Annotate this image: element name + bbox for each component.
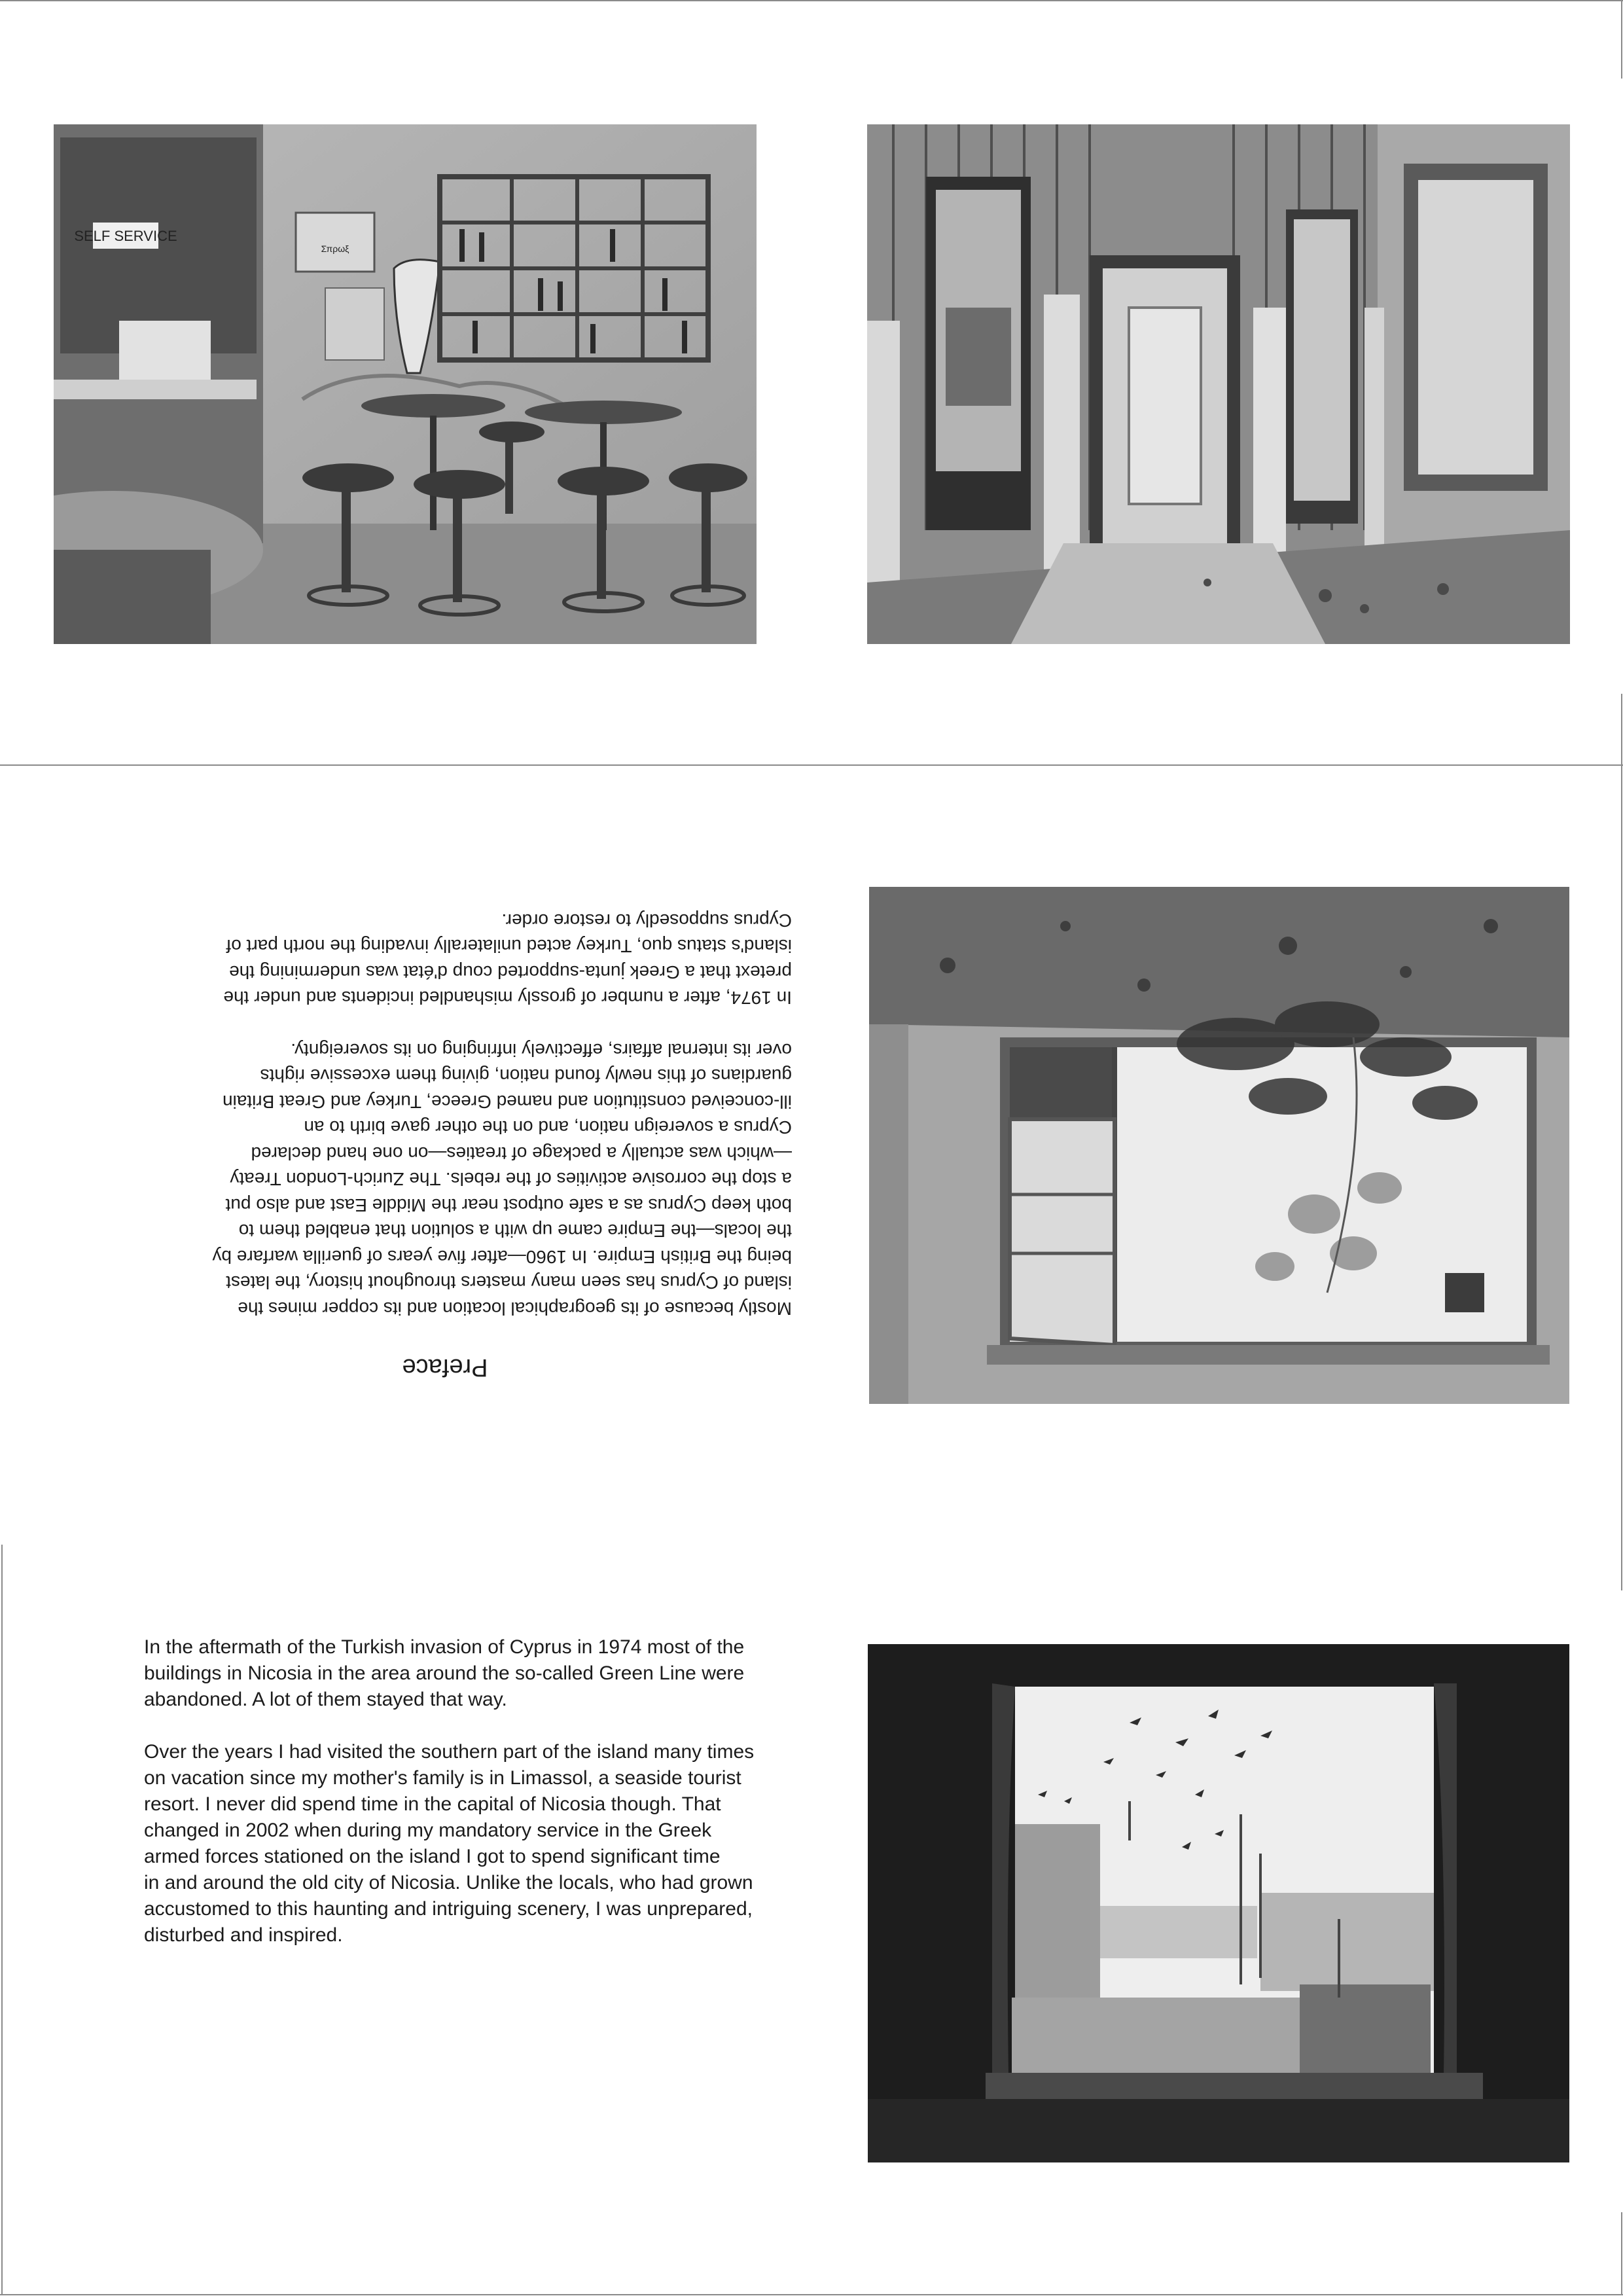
photo-abandoned-cafe	[54, 124, 757, 644]
poster-text: Σπρωξ	[321, 243, 349, 254]
right-edge-mark-top	[1621, 0, 1622, 79]
photo-window-birds	[868, 1644, 1569, 2162]
photo-ruined-doorways	[867, 124, 1570, 644]
preface-paragraph-2: In 1974, after a number of grossly mishandled incidents and under the pretext that a Greek junta-supported coup d'état was undermining the island's status quo, Turkey acted unilaterally invading the north part of Cyprus supposedly to restore order.	[223, 910, 792, 1009]
top-border-line	[0, 0, 1623, 1]
preface-title: Preface	[402, 1354, 488, 1381]
photo-window-fig-tree	[869, 887, 1569, 1404]
right-edge-mark-bottom	[1621, 2212, 1622, 2295]
intro-paragraph-1: In the aftermath of the Turkish invasion of Cyprus in 1974 most of the buildings in Nicosia in the area around the so-called Green Line were abandoned. A lot of them stayed that way.	[144, 1636, 745, 1710]
self-service-sign: SELF SERVICE	[74, 228, 177, 244]
left-crop-mark	[1, 1545, 3, 2295]
right-edge-mark-middle	[1621, 694, 1622, 1590]
bottom-border-line	[0, 2294, 1623, 2295]
intro-text-block	[144, 1634, 798, 1975]
intro-paragraph-2: Over the years I had visited the southern part of the island many times on vacation since my mother's family is in Limassol, a seaside tourist resort. I never did spend time in the capital of Nicosia though. That changed in 2002 when during my mandatory service in the Greek armed forces stationed on the island I got to spend significant time in and around the old city of Nicosia. Unlike the locals, who had grown accustomed to this haunting and intriguing scenery, I was unprepared, disturbed and inspired.	[144, 1741, 755, 1946]
fold-line	[0, 764, 1623, 766]
preface-block	[98, 897, 792, 1381]
preface-paragraph-1: Mostly because of its geographical location and its copper mines the island of Cyprus has seen many masters throughout history, the latest being the British Empire. In 1960—after five years of guerilla warfare by the locals—the Empire came up with a solution that enabled them to both keep Cyprus as a safe outpost near the Middle East and also put a stop the corrosive activities of the rebels. The Zurich-London Treaty —which was actually a package of treaties—on one hand declared Cyprus a sovereign nation, and on the other gave birth to an ill-conceived constitution and named Greece, Turkey and Great Britain guardians of this newly found nation, giving them excessive rights over its internal affairs, effectively infringing on its sovereignty.	[212, 1040, 792, 1319]
